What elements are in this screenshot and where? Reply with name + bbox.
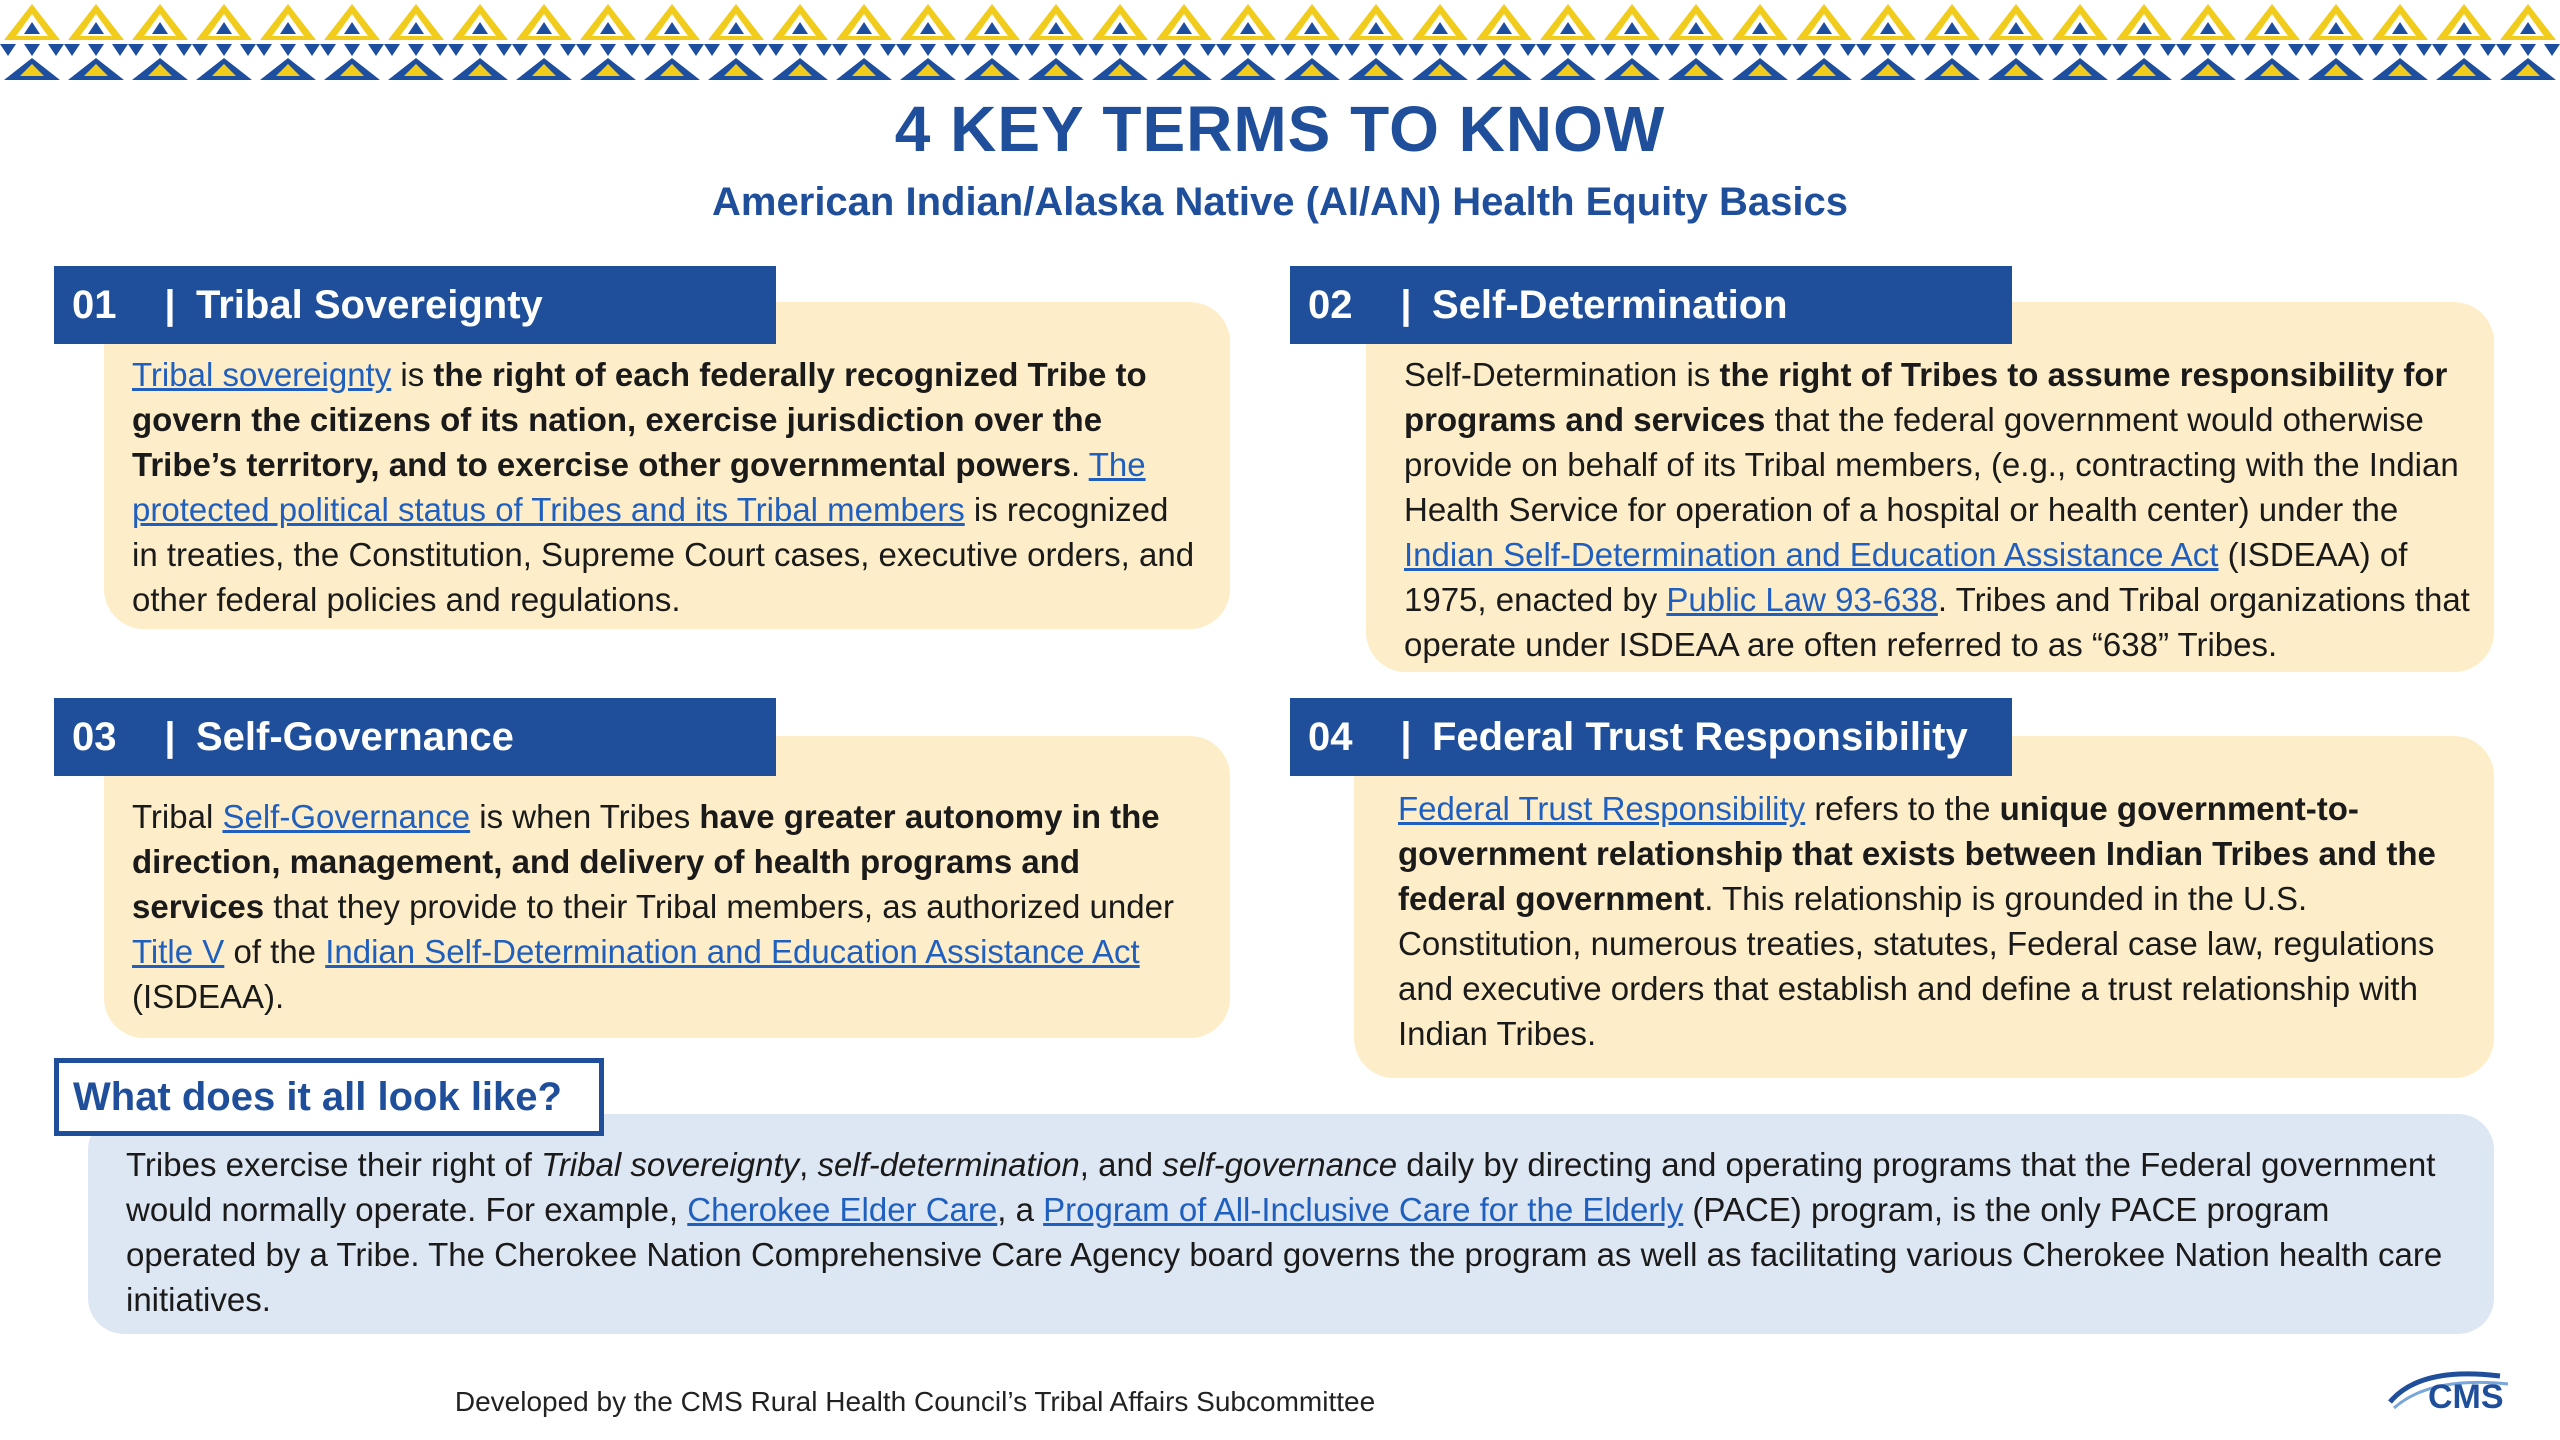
body-text: . xyxy=(1070,446,1089,483)
term-separator: | xyxy=(1400,283,1412,327)
body-text: Tribes exercise their right of xyxy=(126,1146,542,1183)
inline-link[interactable]: Tribal sovereignty xyxy=(132,356,392,393)
term-heading: Federal Trust Responsibility xyxy=(1432,715,1968,759)
inline-link[interactable]: Self-Governance xyxy=(222,798,471,835)
body-text: (ISDEAA). xyxy=(132,978,285,1015)
decorative-border xyxy=(0,0,2560,84)
term-heading: Self-Governance xyxy=(196,715,514,759)
term-heading: Tribal Sovereignty xyxy=(196,283,543,327)
term-card-federal-trust-responsibility xyxy=(1354,736,2494,1078)
summary-body xyxy=(126,1142,2454,1322)
body-text: . This relationship is grounded in the U.S. Constitution, numerous treaties, statutes, Federal case law, regulations and executive orders that establish and define a trust relationship with Indian Tribes. xyxy=(1398,880,2435,1052)
term-card-tribal-sovereignty xyxy=(104,302,1230,629)
page-subtitle: American Indian/Alaska Native (AI/AN) Health Equity Basics xyxy=(712,180,1848,224)
italic-term: self-determination xyxy=(817,1146,1080,1183)
inline-link[interactable]: Cherokee Elder Care xyxy=(687,1191,998,1228)
inline-link[interactable]: Federal Trust Responsibility xyxy=(1398,790,1806,827)
term-number: 02 xyxy=(1308,283,1353,327)
italic-term: self-governance xyxy=(1162,1146,1398,1183)
inline-link[interactable]: Indian Self-Determination and Education Assistance Act xyxy=(1404,536,2219,573)
body-text: , and xyxy=(1079,1146,1163,1183)
body-text: . Tribes and Tribal organizations that operate under ISDEAA are often referred to as “638” Tribes. xyxy=(1404,581,2470,663)
term-body xyxy=(1404,352,2484,667)
cms-logo xyxy=(2380,1362,2530,1422)
page-title: 4 KEY TERMS TO KNOW xyxy=(894,93,1666,165)
footer-credit: Developed by the CMS Rural Health Council’s Tribal Affairs Subcommittee xyxy=(454,1386,1376,1417)
emphasis-text: the right of Tribes to assume responsibility for programs and services xyxy=(1404,356,2448,438)
emphasis-text: have greater autonomy in the direction, management, and delivery of health programs and services xyxy=(132,798,1160,925)
body-text: is recognized in treaties, the Constitution, Supreme Court cases, executive orders, and other federal policies and regulations. xyxy=(132,491,1195,618)
emphasis-text: the right of each federally recognized Tribe to govern the citizens of its nation, exercise jurisdiction over the Tribe’s territory, and to exercise other governmental powers xyxy=(132,356,1147,483)
body-text: that the federal government would otherwise provide on behalf of its Tribal members, (e.g., contracting with the Indian Health Service for operation of a hospital or health center) under the xyxy=(1404,401,2459,528)
term-body xyxy=(132,794,1200,1019)
body-text: (ISDEAA) of 1975, enacted by xyxy=(1404,536,2408,618)
term-separator: | xyxy=(164,715,176,759)
italic-term: Tribal sovereignty xyxy=(541,1146,800,1183)
body-text: , xyxy=(799,1146,818,1183)
body-text: that they provide to their Tribal members, as authorized under xyxy=(264,888,1174,925)
term-card-self-governance xyxy=(104,736,1230,1038)
summary-heading: What does it all look like? xyxy=(54,1058,604,1136)
term-card-self-determination xyxy=(1366,302,2494,672)
body-text: Tribal xyxy=(132,798,223,835)
term-body xyxy=(132,352,1200,622)
body-text: (PACE) program, is the only PACE program operated by a Tribe. The Cherokee Nation Comprehensive Care Agency board governs the program as well as facilitating various Cherokee Nation health care initiatives. xyxy=(126,1191,2443,1318)
term-tab-federal-trust-responsibility xyxy=(1290,698,2012,776)
term-number: 04 xyxy=(1308,715,1353,759)
inline-link[interactable]: The protected political status of Tribes and its Tribal members xyxy=(132,446,1146,528)
inline-link[interactable]: Program of All-Inclusive Care for the Elderly xyxy=(1043,1191,1684,1228)
body-text: is when Tribes xyxy=(470,798,700,835)
cms-logo-text: CMS xyxy=(2428,1378,2504,1416)
term-body xyxy=(1398,786,2484,1056)
term-tab-self-determination xyxy=(1290,266,2012,344)
term-tab-tribal-sovereignty xyxy=(54,266,776,344)
emphasis-text: unique government-to-government relationship that exists between Indian Tribes and the federal government xyxy=(1398,790,2436,917)
body-text: is xyxy=(391,356,434,393)
body-text: , a xyxy=(997,1191,1044,1228)
term-tab-self-governance xyxy=(54,698,776,776)
inline-link[interactable]: Indian Self-Determination and Education Assistance Act xyxy=(325,933,1140,970)
body-text: Self-Determination is xyxy=(1404,356,1720,393)
summary-box xyxy=(88,1114,2494,1334)
body-text: daily by directing and operating programs that the Federal government would normally operate. For example, xyxy=(126,1146,2436,1228)
body-text: refers to the xyxy=(1805,790,2000,827)
term-heading: Self-Determination xyxy=(1432,283,1788,327)
term-number: 01 xyxy=(72,283,117,327)
body-text: of the xyxy=(224,933,326,970)
term-separator: | xyxy=(1400,715,1412,759)
term-number: 03 xyxy=(72,715,117,759)
term-separator: | xyxy=(164,283,176,327)
inline-link[interactable]: Title V xyxy=(132,933,225,970)
inline-link[interactable]: Public Law 93-638 xyxy=(1666,581,1938,618)
